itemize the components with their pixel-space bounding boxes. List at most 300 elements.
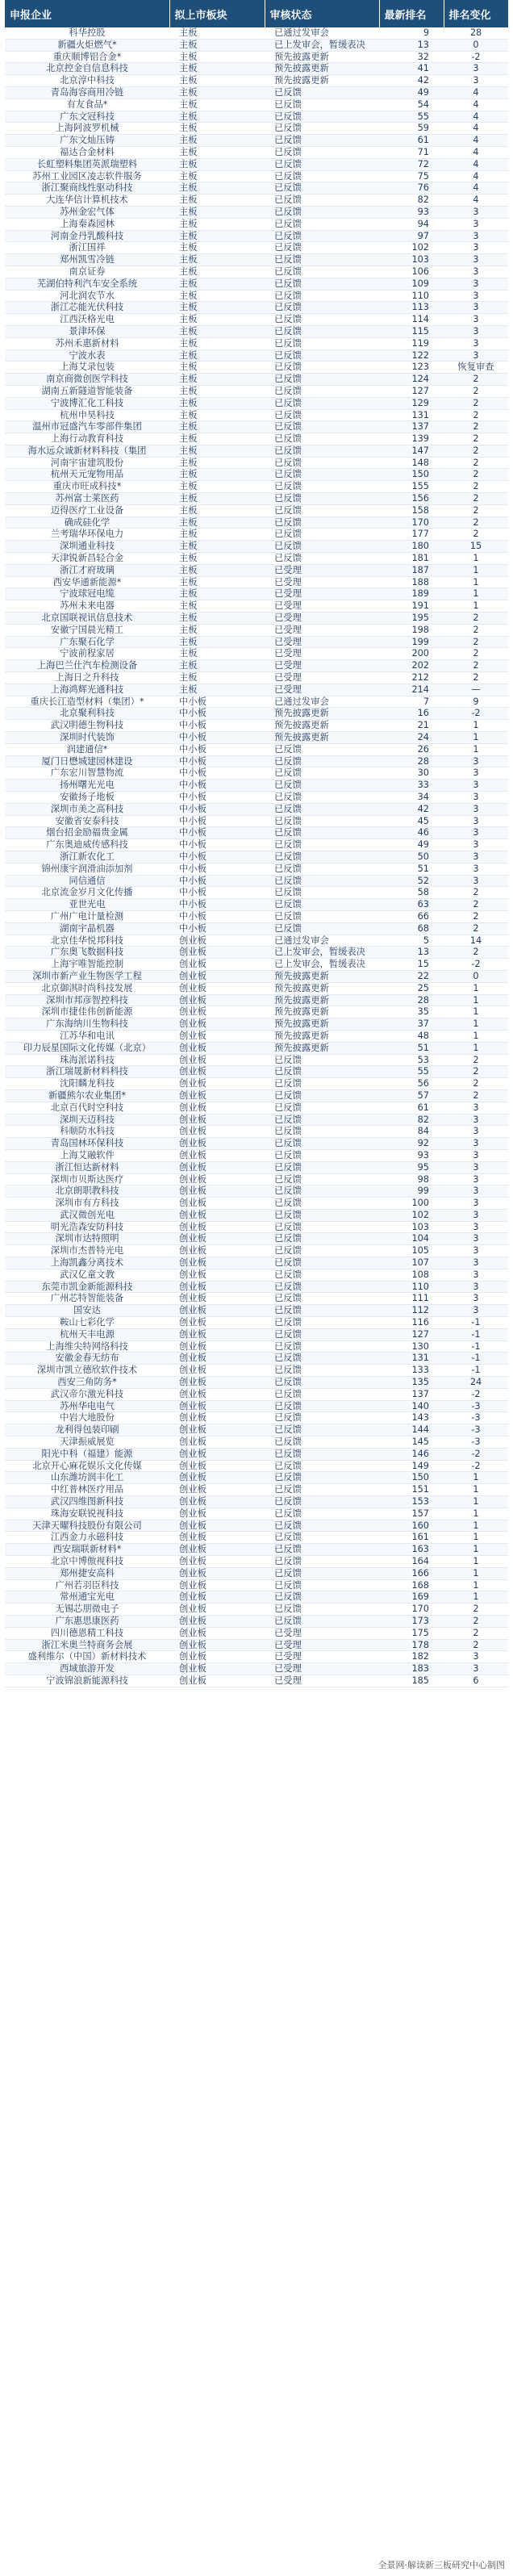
rank-cell: 26 <box>379 743 444 755</box>
table-body <box>5 27 508 1687</box>
rank-change-cell: 4 <box>444 194 508 207</box>
rank-change-cell: 1 <box>444 576 508 588</box>
company-cell: 广东海纳川生物科技 <box>5 1018 169 1031</box>
table-row <box>5 1293 508 1305</box>
status-cell: 已受理 <box>265 1639 379 1651</box>
board-cell: 中小板 <box>169 910 265 922</box>
board-cell: 创业板 <box>169 1173 265 1186</box>
status-cell: 已反馈 <box>265 827 379 839</box>
rank-change-cell: 2 <box>444 1054 508 1066</box>
table-row <box>5 1340 508 1353</box>
board-cell: 主板 <box>169 457 265 469</box>
company-cell: 盛利维尔（中国）新材料技术 <box>5 1651 169 1663</box>
company-cell: 明光浩森安防科技 <box>5 1221 169 1233</box>
table-row <box>5 935 508 947</box>
company-cell: 上海艾融软件 <box>5 1149 169 1161</box>
company-cell: 深圳市新产业生物医学工程 <box>5 970 169 982</box>
rank-change-cell: 1 <box>444 720 508 732</box>
table-row <box>5 457 508 469</box>
table-row <box>5 1627 508 1639</box>
rank-change-cell: 2 <box>444 397 508 409</box>
rank-change-cell: 3 <box>444 242 508 254</box>
rank-change-cell: 3 <box>444 1651 508 1663</box>
status-cell: 已反馈 <box>265 755 379 767</box>
rank-cell: 49 <box>379 839 444 851</box>
rank-cell: 187 <box>379 564 444 576</box>
company-cell: 广州若羽臣科技 <box>5 1579 169 1591</box>
board-cell: 主板 <box>169 158 265 170</box>
rank-change-cell: -3 <box>444 1400 508 1412</box>
table-row <box>5 230 508 242</box>
company-cell: 深圳市贝斯达医疗 <box>5 1173 169 1186</box>
status-cell: 已反馈 <box>265 254 379 266</box>
table-row <box>5 337 508 349</box>
company-cell: 武汉明德生物科技 <box>5 720 169 732</box>
table-row <box>5 1221 508 1233</box>
rank-cell: 212 <box>379 672 444 684</box>
board-cell: 创业板 <box>169 1484 265 1496</box>
status-cell: 已上发审会，暂缓表决 <box>265 39 379 51</box>
company-cell: 河南宇宙建筑股份 <box>5 457 169 469</box>
rank-change-cell: 24 <box>444 1377 508 1389</box>
rank-cell: 75 <box>379 170 444 182</box>
status-cell: 已反馈 <box>265 1579 379 1591</box>
rank-cell: 129 <box>379 397 444 409</box>
board-cell: 主板 <box>169 445 265 457</box>
table-row <box>5 1257 508 1269</box>
table-row <box>5 1365 508 1377</box>
table-row <box>5 39 508 51</box>
table-row <box>5 1353 508 1365</box>
rank-change-cell: -1 <box>444 1340 508 1353</box>
status-cell: 已反馈 <box>265 1448 379 1460</box>
board-cell: 中小板 <box>169 708 265 720</box>
table-row <box>5 613 508 625</box>
table-row <box>5 672 508 684</box>
board-cell: 中小板 <box>169 922 265 935</box>
company-cell: 苏州未来电器 <box>5 600 169 613</box>
status-cell: 已上发审会，暂缓表决 <box>265 959 379 971</box>
rank-change-cell: 3 <box>444 1257 508 1269</box>
rank-change-cell: 1 <box>444 994 508 1006</box>
header-company: 申报企业 <box>5 0 169 27</box>
table-row <box>5 767 508 780</box>
company-cell: 浙江聚商线性驱动科技 <box>5 182 169 194</box>
rank-cell: 139 <box>379 433 444 445</box>
rank-change-cell: 14 <box>444 935 508 947</box>
board-cell: 创业板 <box>169 1639 265 1651</box>
rank-change-cell: 2 <box>444 1615 508 1627</box>
board-cell: 主板 <box>169 493 265 505</box>
ipo-queue-table <box>5 0 509 1687</box>
rank-change-cell: 3 <box>444 1102 508 1114</box>
status-cell: 已反馈 <box>265 421 379 433</box>
rank-change-cell: 1 <box>444 982 508 994</box>
rank-cell: 30 <box>379 767 444 780</box>
header-rank: 最新排名 <box>379 0 444 27</box>
status-cell: 预先披露更新 <box>265 1018 379 1031</box>
board-cell: 主板 <box>169 111 265 123</box>
status-cell: 已受理 <box>265 636 379 648</box>
status-cell: 已反馈 <box>265 98 379 111</box>
rank-change-cell: 4 <box>444 123 508 135</box>
company-cell: 浙江瑞晟新材料科技 <box>5 1066 169 1078</box>
rank-change-cell: 3 <box>444 780 508 792</box>
company-cell: 确成硅化学 <box>5 516 169 529</box>
rank-cell: 51 <box>379 863 444 875</box>
status-cell: 已反馈 <box>265 1544 379 1556</box>
rank-cell: 22 <box>379 970 444 982</box>
company-cell: 北京朗职教科技 <box>5 1186 169 1198</box>
rank-cell: 148 <box>379 457 444 469</box>
rank-change-cell: 3 <box>444 1209 508 1221</box>
company-cell: 宁波锦浪新能源科技 <box>5 1675 169 1687</box>
table-row <box>5 1078 508 1090</box>
board-cell: 主板 <box>169 302 265 314</box>
rank-cell: 182 <box>379 1651 444 1663</box>
company-cell: 深圳市杰普特光电 <box>5 1245 169 1257</box>
table-row <box>5 1186 508 1198</box>
board-cell: 主板 <box>169 349 265 362</box>
company-cell: 润建通信* <box>5 743 169 755</box>
rank-change-cell: 1 <box>444 1472 508 1484</box>
company-cell: 迈得医疗工业设备 <box>5 504 169 516</box>
status-cell: 已反馈 <box>265 1186 379 1198</box>
table-row <box>5 708 508 720</box>
table-row <box>5 875 508 887</box>
status-cell: 已反馈 <box>265 182 379 194</box>
table-row <box>5 493 508 505</box>
status-cell: 已反馈 <box>265 1149 379 1161</box>
status-cell: 已反馈 <box>265 86 379 98</box>
rank-cell: 151 <box>379 1484 444 1496</box>
rank-change-cell: 2 <box>444 421 508 433</box>
board-cell: 创业板 <box>169 1520 265 1532</box>
status-cell: 已反馈 <box>265 1353 379 1365</box>
rank-change-cell: 3 <box>444 75 508 87</box>
table-row <box>5 1639 508 1651</box>
rank-change-cell: 3 <box>444 218 508 230</box>
rank-cell: 63 <box>379 899 444 911</box>
table-row <box>5 982 508 994</box>
company-cell: 深圳市凯立德欣软件技术 <box>5 1365 169 1377</box>
rank-cell: 119 <box>379 337 444 349</box>
table-row <box>5 922 508 935</box>
status-cell: 预先披露更新 <box>265 75 379 87</box>
board-cell: 主板 <box>169 576 265 588</box>
table-row <box>5 206 508 218</box>
rank-cell: 181 <box>379 553 444 565</box>
table-row <box>5 827 508 839</box>
rank-cell: 51 <box>379 1042 444 1054</box>
status-cell: 已反馈 <box>265 409 379 421</box>
board-cell: 创业板 <box>169 1615 265 1627</box>
company-cell: 安徽省安泰科技 <box>5 815 169 827</box>
company-cell: 安徽扬子地板 <box>5 792 169 804</box>
rank-cell: 135 <box>379 1377 444 1389</box>
company-cell: 南京商微创医学科技 <box>5 374 169 386</box>
rank-cell: 25 <box>379 982 444 994</box>
status-cell: 已反馈 <box>265 1317 379 1329</box>
status-cell: 已反馈 <box>265 1556 379 1568</box>
table-row <box>5 409 508 421</box>
rank-cell: 170 <box>379 516 444 529</box>
company-cell: 深圳通业科技 <box>5 541 169 553</box>
rank-cell: 71 <box>379 146 444 158</box>
table-row <box>5 170 508 182</box>
board-cell: 主板 <box>169 182 265 194</box>
rank-change-cell: 3 <box>444 803 508 815</box>
board-cell: 创业板 <box>169 1627 265 1639</box>
board-cell: 中小板 <box>169 792 265 804</box>
board-cell: 创业板 <box>169 982 265 994</box>
board-cell: 中小板 <box>169 875 265 887</box>
board-cell: 创业板 <box>169 1460 265 1472</box>
company-cell: 浙江国祥 <box>5 242 169 254</box>
company-cell: 浙江新农化工 <box>5 851 169 863</box>
company-cell: 龙利得包装印刷 <box>5 1424 169 1436</box>
status-cell: 已受理 <box>265 1663 379 1675</box>
rank-change-cell: — <box>444 684 508 696</box>
rank-cell: 50 <box>379 851 444 863</box>
rank-cell: 41 <box>379 63 444 75</box>
rank-cell: 169 <box>379 1591 444 1604</box>
rank-cell: 93 <box>379 206 444 218</box>
rank-cell: 166 <box>379 1567 444 1579</box>
status-cell: 已受理 <box>265 1651 379 1663</box>
rank-cell: 46 <box>379 827 444 839</box>
rank-change-cell: 3 <box>444 1198 508 1210</box>
company-cell: 武汉帝尔激光科技 <box>5 1388 169 1400</box>
status-cell: 已反馈 <box>265 1508 379 1520</box>
rank-change-cell: 2 <box>444 516 508 529</box>
table-row <box>5 1412 508 1424</box>
rank-cell: 45 <box>379 815 444 827</box>
rank-cell: 94 <box>379 218 444 230</box>
rank-change-cell: 2 <box>444 493 508 505</box>
company-cell: 天津振威展览 <box>5 1436 169 1449</box>
status-cell: 已反馈 <box>265 1305 379 1317</box>
rank-cell: 49 <box>379 86 444 98</box>
table-row <box>5 564 508 576</box>
table-row <box>5 86 508 98</box>
company-cell: 重庆市旺成科技* <box>5 481 169 493</box>
status-cell: 已反馈 <box>265 135 379 147</box>
rank-cell: 99 <box>379 1186 444 1198</box>
board-cell: 创业板 <box>169 1042 265 1054</box>
board-cell: 主板 <box>169 63 265 75</box>
rank-cell: 82 <box>379 1114 444 1126</box>
rank-cell: 200 <box>379 648 444 660</box>
table-row <box>5 541 508 553</box>
rank-change-cell: 2 <box>444 457 508 469</box>
table-row <box>5 290 508 302</box>
board-cell: 创业板 <box>169 1269 265 1281</box>
table-row <box>5 421 508 433</box>
status-cell: 已反馈 <box>265 194 379 207</box>
header-board: 拟上市板块 <box>169 0 265 27</box>
rank-change-cell: 2 <box>444 624 508 636</box>
status-cell: 已反馈 <box>265 1532 379 1544</box>
table-row <box>5 242 508 254</box>
table-row <box>5 720 508 732</box>
table-row <box>5 325 508 337</box>
table-row <box>5 1436 508 1449</box>
board-cell: 主板 <box>169 504 265 516</box>
board-cell: 主板 <box>169 242 265 254</box>
rank-cell: 114 <box>379 314 444 326</box>
company-cell: 东莞市凯金新能源科技 <box>5 1281 169 1293</box>
company-cell: 有友食品* <box>5 98 169 111</box>
rank-cell: 98 <box>379 1173 444 1186</box>
rank-cell: 16 <box>379 708 444 720</box>
rank-cell: 68 <box>379 922 444 935</box>
table-row <box>5 910 508 922</box>
rank-cell: 61 <box>379 135 444 147</box>
status-cell: 已反馈 <box>265 1198 379 1210</box>
rank-change-cell: 1 <box>444 1018 508 1031</box>
rank-change-cell: 3 <box>444 767 508 780</box>
rank-cell: 183 <box>379 1663 444 1675</box>
rank-cell: 160 <box>379 1520 444 1532</box>
rank-change-cell: -2 <box>444 1460 508 1472</box>
rank-change-cell: 2 <box>444 1639 508 1651</box>
rank-cell: 156 <box>379 493 444 505</box>
rank-cell: 58 <box>379 887 444 899</box>
board-cell: 主板 <box>169 39 265 51</box>
status-cell: 已受理 <box>265 1627 379 1639</box>
status-cell: 已反馈 <box>265 910 379 922</box>
rank-change-cell: 1 <box>444 1042 508 1054</box>
board-cell: 创业板 <box>169 1293 265 1305</box>
table-row <box>5 1496 508 1508</box>
rank-cell: 115 <box>379 325 444 337</box>
table-row <box>5 266 508 278</box>
company-cell: 科华控股 <box>5 27 169 39</box>
table-row <box>5 648 508 660</box>
status-cell: 已受理 <box>265 624 379 636</box>
table-row <box>5 959 508 971</box>
company-cell: 天津天曜科技股份有限公司 <box>5 1520 169 1532</box>
table-row <box>5 516 508 529</box>
company-cell: 武汉亿童文教 <box>5 1269 169 1281</box>
rank-cell: 13 <box>379 947 444 959</box>
company-cell: 湖南五新隧道智能装备 <box>5 385 169 397</box>
rank-cell: 28 <box>379 994 444 1006</box>
board-cell: 创业板 <box>169 1138 265 1150</box>
rank-cell: 104 <box>379 1233 444 1245</box>
rank-change-cell: 2 <box>444 922 508 935</box>
company-cell: 新疆熊尔农业集团* <box>5 1089 169 1102</box>
rank-cell: 157 <box>379 1508 444 1520</box>
company-cell: 阳光中科（福建）能源 <box>5 1448 169 1460</box>
rank-change-cell: 3 <box>444 1233 508 1245</box>
rank-cell: 95 <box>379 1161 444 1173</box>
rank-change-cell: 3 <box>444 1138 508 1150</box>
board-cell: 创业板 <box>169 1591 265 1604</box>
table-row <box>5 970 508 982</box>
rank-change-cell: 1 <box>444 564 508 576</box>
rank-change-cell: 2 <box>444 887 508 899</box>
board-cell: 创业板 <box>169 1388 265 1400</box>
company-cell: 西安华通新能源* <box>5 576 169 588</box>
board-cell: 创业板 <box>169 1078 265 1090</box>
table-row <box>5 1018 508 1031</box>
table-row <box>5 815 508 827</box>
table-row <box>5 1066 508 1078</box>
table-row <box>5 529 508 541</box>
table-row <box>5 588 508 600</box>
company-cell: 杭州天丰电源 <box>5 1328 169 1340</box>
company-cell: 浙江才府玻璃 <box>5 564 169 576</box>
board-cell: 创业板 <box>169 1400 265 1412</box>
table-row <box>5 362 508 374</box>
rank-change-cell: 4 <box>444 146 508 158</box>
company-cell: 西域旅游开发 <box>5 1663 169 1675</box>
rank-cell: 15 <box>379 959 444 971</box>
board-cell: 中小板 <box>169 899 265 911</box>
company-cell: 青岛国林环保科技 <box>5 1138 169 1150</box>
company-cell: 武汉微创光电 <box>5 1209 169 1221</box>
rank-cell: 137 <box>379 1388 444 1400</box>
board-cell: 中小板 <box>169 803 265 815</box>
rank-change-cell: 1 <box>444 1484 508 1496</box>
table-row <box>5 1126 508 1138</box>
rank-cell: 145 <box>379 1436 444 1449</box>
rank-cell: 53 <box>379 1054 444 1066</box>
company-cell: 宁波博汇化工科技 <box>5 397 169 409</box>
rank-cell: 137 <box>379 421 444 433</box>
board-cell: 主板 <box>169 325 265 337</box>
rank-cell: 116 <box>379 1317 444 1329</box>
company-cell: 广东文灿压铸 <box>5 135 169 147</box>
rank-change-cell: 3 <box>444 230 508 242</box>
rank-cell: 188 <box>379 576 444 588</box>
status-cell: 预先披露更新 <box>265 982 379 994</box>
company-cell: 宁波前程家居 <box>5 648 169 660</box>
table-row <box>5 1663 508 1675</box>
company-cell: 广东惠思康医药 <box>5 1615 169 1627</box>
table-row <box>5 146 508 158</box>
rank-change-cell: 4 <box>444 98 508 111</box>
status-cell: 已反馈 <box>265 481 379 493</box>
rank-change-cell: 3 <box>444 827 508 839</box>
company-cell: 江西沃格光电 <box>5 314 169 326</box>
status-cell: 已反馈 <box>265 362 379 374</box>
rank-cell: 35 <box>379 1006 444 1018</box>
company-cell: 广东聚石化学 <box>5 636 169 648</box>
board-cell: 主板 <box>169 624 265 636</box>
company-cell: 苏州工业园区凌志软件服务 <box>5 170 169 182</box>
company-cell: 上海行动教育科技 <box>5 433 169 445</box>
status-cell: 已反馈 <box>265 803 379 815</box>
company-cell: 亚世光电 <box>5 899 169 911</box>
board-cell: 创业板 <box>169 1006 265 1018</box>
status-cell: 已反馈 <box>265 1520 379 1532</box>
rank-change-cell: 3 <box>444 1186 508 1198</box>
table-row <box>5 1328 508 1340</box>
table-row <box>5 445 508 457</box>
board-cell: 创业板 <box>169 994 265 1006</box>
board-cell: 创业板 <box>169 1161 265 1173</box>
board-cell: 创业板 <box>169 1567 265 1579</box>
board-cell: 主板 <box>169 409 265 421</box>
rank-cell: 131 <box>379 409 444 421</box>
board-cell: 创业板 <box>169 1340 265 1353</box>
status-cell: 已受理 <box>265 576 379 588</box>
company-cell: 珠海安联锐视科技 <box>5 1508 169 1520</box>
board-cell: 创业板 <box>169 1018 265 1031</box>
